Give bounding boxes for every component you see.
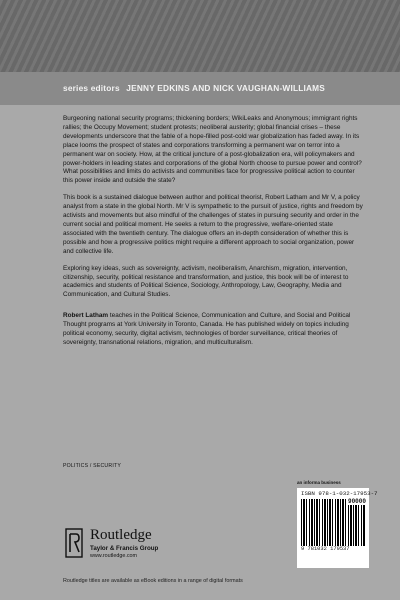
cover-art-band	[0, 0, 400, 72]
isbn-barcode	[297, 488, 378, 568]
series-editors-bar	[0, 72, 400, 105]
subject-category: POLITICS / SECURITY	[63, 463, 121, 469]
back-cover-text	[63, 115, 363, 356]
publisher-url[interactable]: www.routledge.com	[90, 553, 138, 559]
informa-tagline: an informa business	[297, 480, 341, 485]
series-editors-label: series editors	[63, 83, 120, 93]
isbn-text: ISBN 978-1-032-17953-7	[301, 490, 378, 497]
routledge-logo-icon	[65, 528, 83, 558]
author-name: Robert Latham	[63, 312, 109, 320]
blurb-paragraph-3: Exploring key ideas, such as sovereignty, activism, neoliberalism, Anarchism, migration, intervention, citizenship, security, political resistance and transformation, and justice, this book will be of interest to academics and students of Political Science, Sociology, Anthropology, Law, Geography, Media and Communication, and Cultural Studies.	[63, 264, 349, 299]
barcode-bars-icon	[301, 499, 365, 546]
author-bio	[63, 312, 363, 348]
series-editors-names: JENNY EDKINS AND NICK VAUGHAN-WILLIAMS	[126, 83, 326, 93]
publisher-group: Taylor & Francis Group	[90, 545, 159, 552]
publisher-name: Routledge	[90, 527, 152, 543]
publisher-block	[90, 528, 158, 559]
blurb-paragraph-1: Burgeoning national security programs; thickening borders; WikiLeaks and Anonymous; immigrant rights rallies; the Occupy Movement; student protests; neoliberal austerity; global financial crises – these developments underscore that the fable of a hope-filled post-cold war globalization has faded away. In its place looms the prospect of states and corporations transforming a permanent war on terror into a permanent war on society. How, at the critical juncture of a post-globalization era, will policymakers and power-holders in leading states and corporations of the global North choose to pursue power and control? What possibilities and limits do activists and communities face for progressive political action to counter this power inside and outside the state?	[63, 115, 362, 185]
blurb-paragraph-2: This book is a sustained dialogue between author and political theorist, Robert Latham and Mr V, a policy analyst from a state in the global North. Mr V is sympathetic to the pursuit of justice, rights and freedom by activists and movements but also mindful of the challenges of states in pursuing security and order in the current social and political moment. He seeks a return to the progressive, welfare-oriented state associated with the twentieth century. The dialogue offers an in-depth consideration of whether this is possible and how a progressive politics might require a different approach to social organization, power and collective life.	[63, 194, 363, 255]
author-bio-text: teaches in the Political Science, Communication and Culture, and Social and Political Thought programs at York University in Toronto, Canada. He has published widely on topics including political economy, security, digital activism, technologies of border surveillance, critical theories of sovereignty, transnational relations, migration, and multiculturalism.	[63, 312, 351, 346]
barcode-digits: 9 781032 179537	[301, 546, 350, 552]
ebook-footer-note: Routledge titles are available as eBook editions in a range of digital formats	[63, 578, 243, 584]
price-code: 90000	[347, 498, 366, 505]
